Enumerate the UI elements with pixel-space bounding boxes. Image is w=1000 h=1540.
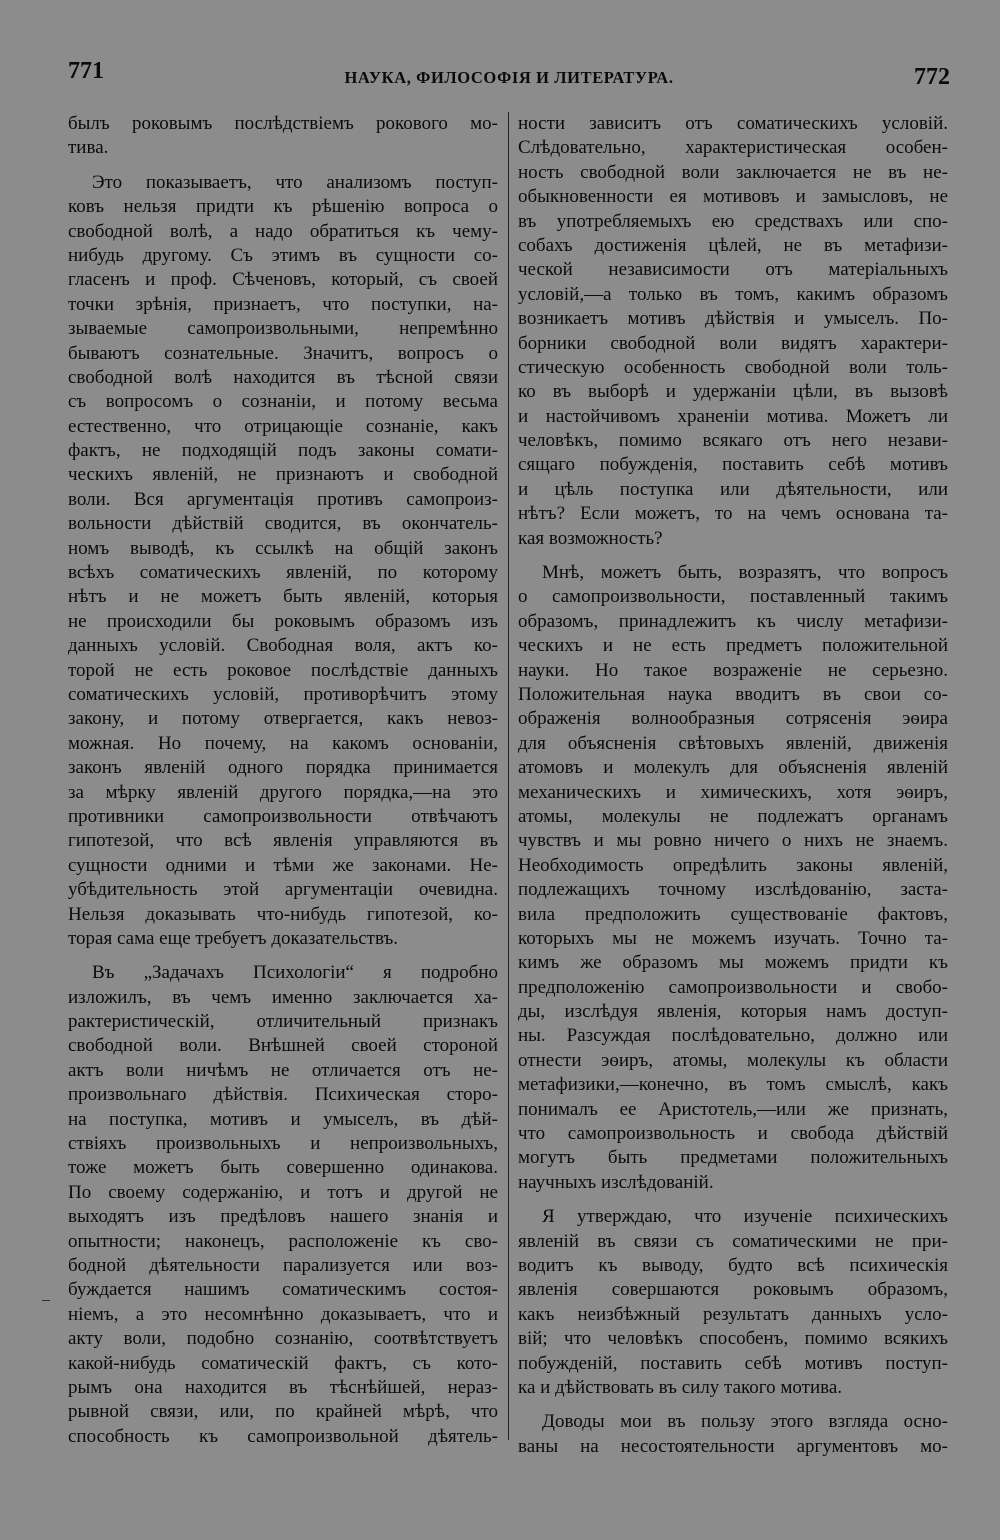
- text-line: можная. Но почему, на какомъ основаніи,: [68, 732, 498, 754]
- text-line: Доводы мои въ пользу этого взгляда осно-: [542, 1411, 948, 1433]
- text-line: рывной связи, или, по крайней мѣрѣ, что: [68, 1401, 498, 1423]
- text-line: бываютъ сознательные. Значитъ, вопросъ о: [68, 342, 498, 364]
- text-line: Необходимость опредѣлить законы явленій,: [518, 854, 948, 876]
- paragraph-gap: [518, 1195, 948, 1205]
- text-line: произвольнаго дѣйствія. Психическая сторо-: [68, 1084, 498, 1106]
- text-line: Я утверждаю, что изученіе психическихъ: [542, 1206, 948, 1228]
- column-divider: [508, 112, 509, 1440]
- text-line: ности зависитъ отъ соматическихъ условій.: [518, 113, 948, 134]
- text-line: нѣтъ? Если можетъ, то на чемъ основана та-: [518, 503, 948, 525]
- text-line: метафизики,—конечно, въ томъ смыслѣ, какъ: [518, 1074, 948, 1096]
- text-line: на поступка, мотивъ и умыселъ, въ дѣй-: [68, 1108, 498, 1130]
- text-line: опытности; наконецъ, расположеніе къ сво-: [68, 1230, 498, 1252]
- text-line: нѣтъ и не можетъ быть явленій, которыя: [68, 586, 498, 608]
- text-line: гласенъ и проф. Сѣченовъ, который, съ своей: [68, 269, 498, 291]
- text-line: побужденій, поставить себѣ мотивъ поступ-: [518, 1352, 948, 1374]
- text-line: вій; что человѣкъ способенъ, помимо всякихъ: [518, 1328, 948, 1350]
- text-line: ніемъ, а это несомнѣнно доказываетъ, что и: [68, 1303, 498, 1325]
- text-line: предположенію самопроизвольности и свобо-: [518, 976, 948, 998]
- text-line: буждается нашимъ соматическимъ состоя-: [68, 1279, 498, 1301]
- text-line: вила предположить существованіе фактовъ,: [518, 903, 948, 925]
- text-line: собахъ достиженія цѣлей, не въ метафизи-: [518, 234, 948, 256]
- text-line: явленія совершаются роковымъ образомъ,: [518, 1279, 948, 1301]
- text-line: торая сама еще требуетъ доказательствъ.: [68, 927, 399, 949]
- text-line: которыхъ мы не можемъ изучать. Точно та-: [518, 927, 948, 949]
- text-line: образомъ, принадлежитъ къ числу метафизи-: [518, 610, 948, 632]
- text-line: сущности одними и тѣми же законами. Не-: [68, 854, 498, 876]
- text-line: свободной волѣ находится въ тѣсной связи: [68, 366, 498, 388]
- text-line: убѣдительность этой аргументаціи очевидна.: [68, 879, 498, 901]
- text-line: возникаетъ мотивъ дѣйствія и умыселъ. По-: [518, 308, 948, 330]
- text-line: человѣкъ, помимо всякаго отъ него незави-: [518, 430, 948, 452]
- text-line: механическихъ и химическихъ, хотя эѳиръ,: [518, 781, 948, 803]
- text-line: Это показываетъ, что анализомъ поступ-: [92, 171, 498, 193]
- text-line: фактъ, не подходящій подъ законы сомати-: [68, 440, 498, 462]
- text-line: Въ „Задачахъ Психологіи“ я подробно: [92, 962, 498, 984]
- text-line: ображенія волнообразныя сотрясенія эѳира: [518, 708, 948, 730]
- text-line: атомовъ и молекулъ для объясненія явленій: [518, 757, 948, 779]
- text-line: какой-нибудь соматическій фактъ, съ кото-: [68, 1352, 498, 1374]
- text-line: ческихъ явленій, не признаютъ и свободной: [68, 464, 498, 486]
- text-line: Нельзя доказывать что-нибудь гипотезой, ко-: [68, 903, 498, 925]
- text-line: научныхъ изслѣдованій.: [518, 1171, 714, 1193]
- text-line: могутъ быть предметами положительныхъ: [518, 1147, 948, 1169]
- paragraph-gap: [68, 161, 498, 171]
- text-line: ко въ выборѣ и удержаніи цѣли, въ вызовѣ: [518, 381, 948, 403]
- text-line: атомы, молекулы не подлежатъ органамъ: [518, 805, 948, 827]
- text-line: рымъ она находится въ тѣснѣйшей, нераз-: [68, 1376, 498, 1398]
- text-line: законъ явленій одного порядка принимается: [68, 757, 498, 779]
- text-line: ваны на несостоятельности аргументовъ мо-: [518, 1435, 948, 1457]
- text-line: акту воли, подобно сознанію, соотвѣтствуетъ: [68, 1328, 498, 1350]
- text-line: за мѣрку явленій другого порядка,—на это: [68, 781, 498, 803]
- text-line: естественно, что отрицающіе сознаніе, какъ: [68, 415, 498, 437]
- text-line: кимъ же образомъ мы можемъ придти къ: [518, 952, 948, 974]
- text-line: ствіяхъ произвольныхъ и непроизвольныхъ,: [68, 1133, 498, 1155]
- text-line: изложилъ, въ чемъ именно заключается ха-: [68, 986, 498, 1008]
- page-number-left: 771: [68, 58, 104, 84]
- text-line: что самопроизвольность и свобода дѣйствій: [518, 1123, 948, 1145]
- text-line: какъ неизбѣжный результатъ данныхъ усло-: [518, 1303, 948, 1325]
- paragraph-gap: [68, 951, 498, 961]
- text-line: способность къ самопроизвольной дѣятель-: [68, 1425, 498, 1447]
- text-line: сящаго побужденія, поставить себѣ мотивъ: [518, 454, 948, 476]
- text-line: Положительная наука вводитъ въ свои со-: [518, 683, 948, 705]
- text-line: водитъ къ выводу, будто всѣ психическія: [518, 1254, 948, 1276]
- left-text-column: [68, 112, 498, 1452]
- text-line: понималъ ее Аристотель,—или же признать,: [518, 1098, 948, 1120]
- text-line: противники самопроизвольности отвѣчаютъ: [68, 805, 498, 827]
- text-line: всѣхъ соматическихъ явленій, по которому: [68, 562, 498, 584]
- text-line: По своему содержанію, и тотъ и другой не: [68, 1181, 498, 1203]
- text-line: номъ выводѣ, къ ссылкѣ на общій законъ: [68, 537, 498, 559]
- text-line: обыкновенности ея мотивовъ и замысловъ, не: [518, 186, 948, 208]
- text-line: закону, и потому отвергается, какъ невоз-: [68, 708, 498, 730]
- text-line: воли. Вся аргументація противъ самопроиз-: [68, 488, 498, 510]
- text-line: ность свободной воли заключается не въ не-: [518, 161, 948, 183]
- text-line: торой не есть роковое послѣдствіе данныхъ: [68, 659, 498, 681]
- page-header: [68, 58, 950, 98]
- text-line: рактеристическій, отличительный признакъ: [68, 1011, 498, 1033]
- margin-mark: [42, 1300, 50, 1301]
- text-line: тоже можетъ быть совершенно одинакова.: [68, 1157, 498, 1179]
- text-line: свободной воли. Внѣшней своей стороной: [68, 1035, 498, 1057]
- text-line: Слѣдовательно, характеристическая особен-: [518, 137, 948, 159]
- text-line: явленій въ связи съ соматическими не при-: [518, 1230, 948, 1252]
- text-line: стическую особенность свободной воли толь-: [518, 356, 948, 378]
- text-line: ды, изслѣдуя явленія, которыя намъ доступ-: [518, 1001, 948, 1023]
- right-text-column: [518, 112, 948, 1457]
- text-line: отнести эѳиръ, атомы, молекулы къ области: [518, 1049, 948, 1071]
- text-line: въ употребляемыхъ ею средствахъ или спо-: [518, 210, 948, 232]
- text-line: о самопроизвольности, поставленный такимъ: [518, 586, 948, 608]
- text-line: ческихъ и не есть предметъ положительной: [518, 635, 948, 657]
- text-line: условій,—а только въ томъ, какимъ образомъ: [518, 283, 948, 305]
- text-line: ческой независимости отъ матеріальныхъ: [518, 259, 948, 281]
- text-line: и настойчивомъ храненіи мотива. Можетъ ли: [518, 405, 948, 427]
- text-line: вольности дѣйствій сводится, въ окончатель-: [68, 513, 498, 535]
- text-line: науки. Но такое возраженіе не серьезно.: [518, 659, 948, 681]
- text-line: кая возможность?: [518, 527, 663, 549]
- text-line: тива.: [68, 137, 109, 159]
- paragraph-gap: [518, 1400, 948, 1410]
- text-line: не происходили бы роковымъ образомъ изъ: [68, 610, 498, 632]
- text-line: нибудь другому. Съ этимъ въ сущности со-: [68, 244, 498, 266]
- text-line: бодной дѣятельности парализуется или воз-: [68, 1254, 498, 1276]
- text-line: ковъ нельзя придти къ рѣшенію вопроса о: [68, 196, 498, 218]
- text-line: чувствъ и мы ровно ничего о нихъ не знаемъ.: [518, 830, 948, 852]
- text-line: точки зрѣнія, признаетъ, что поступки, на-: [68, 293, 498, 315]
- text-line: для объясненія свѣтовыхъ явленій, движенія: [518, 732, 948, 754]
- text-line: актъ воли ничѣмъ не отличается отъ не-: [68, 1059, 498, 1081]
- text-line: выходятъ изъ предѣловъ нашего знанія и: [68, 1206, 498, 1228]
- text-line: гипотезой, что всѣ явленія управляются въ: [68, 830, 498, 852]
- text-line: свободной волѣ, а надо обратиться къ чему-: [68, 220, 498, 242]
- text-line: ны. Разсуждая послѣдовательно, должно или: [518, 1025, 948, 1047]
- page-number-right: 772: [914, 64, 950, 90]
- text-line: былъ роковымъ послѣдствіемъ рокового мо-: [68, 113, 498, 134]
- text-line: съ вопросомъ о сознаніи, и потому весьма: [68, 391, 498, 413]
- text-line: подлежащихъ точному изслѣдованію, заста-: [518, 879, 948, 901]
- text-line: ка и дѣйствовать въ силу такого мотива.: [518, 1376, 843, 1398]
- paragraph-gap: [518, 551, 948, 561]
- text-line: данныхъ условій. Свободная воля, актъ ко-: [68, 635, 498, 657]
- text-line: зываемые самопроизвольными, непремѣнно: [68, 318, 498, 340]
- text-line: борники свободной воли видятъ характери-: [518, 332, 948, 354]
- text-line: соматическихъ условій, противорѣчитъ этому: [68, 683, 498, 705]
- running-title: НАУКА, ФИЛОСОФІЯ И ЛИТЕРАТУРА.: [344, 68, 674, 87]
- text-line: и цѣль поступка или дѣятельности, или: [518, 478, 948, 500]
- text-line: Мнѣ, можетъ быть, возразятъ, что вопросъ: [542, 562, 948, 584]
